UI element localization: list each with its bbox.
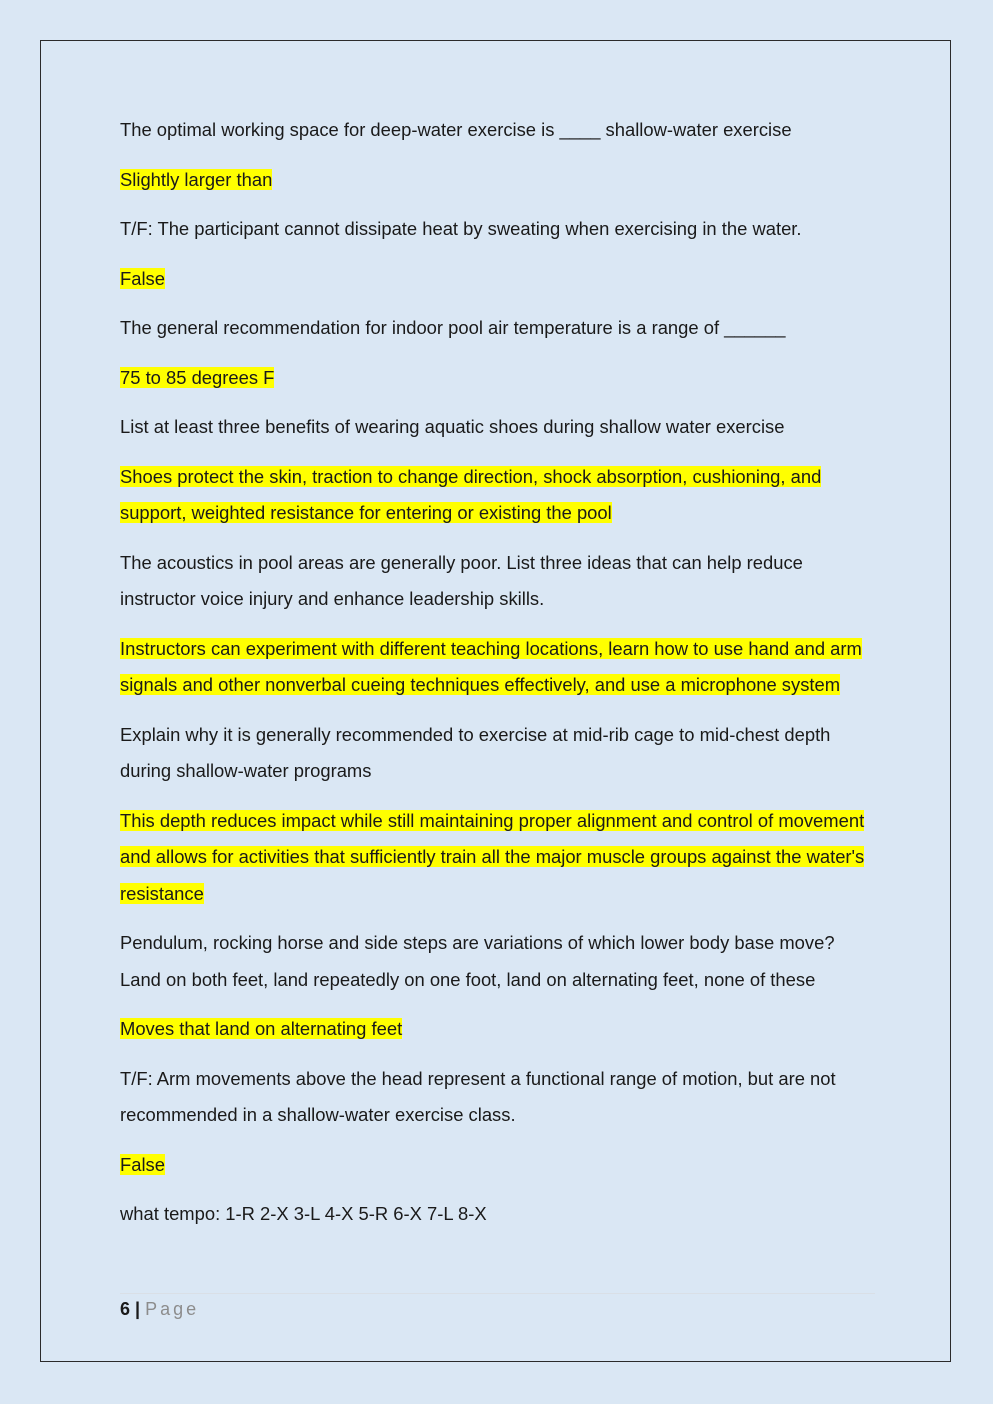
page-number: 6	[120, 1299, 131, 1319]
answer-highlight: Shoes protect the skin, traction to change direction, shock absorption, cushioning, and support, weighted resistance for entering or existing the pool	[120, 465, 822, 523]
answer-text	[120, 1011, 880, 1048]
question-text: Explain why it is generally recommended to exercise at mid-rib cage to mid-chest depth during shallow-water programs	[120, 723, 831, 781]
question-text: what tempo: 1-R 2-X 3-L 4-X 5-R 6-X 7-L 8-X	[120, 1203, 487, 1224]
question-text: The acoustics in pool areas are generally poor. List three ideas that can help reduce instructor voice injury and enhance leadership skills.	[120, 551, 803, 609]
answer-highlight: 75 to 85 degrees F	[120, 366, 275, 388]
answer-highlight: Slightly larger than	[120, 168, 273, 190]
answer-highlight: False	[120, 1153, 165, 1175]
question-text: The optimal working space for deep-water exercise is ____ shallow-water exercise	[120, 119, 792, 140]
question-text: T/F: The participant cannot dissipate heat by sweating when exercising in the water.	[120, 218, 802, 239]
question-text: T/F: Arm movements above the head represent a functional range of motion, but are not recommended in a shallow-water exercise class.	[120, 1067, 836, 1125]
answer-text	[120, 631, 880, 704]
answer-text	[120, 162, 880, 199]
question-text: The general recommendation for indoor pool air temperature is a range of ______	[120, 317, 786, 338]
answer-text	[120, 803, 880, 913]
question-text: Pendulum, rocking horse and side steps are variations of which lower body base move? Land on both feet, land repeatedly on one foot, land on alternating feet, none of these	[120, 932, 835, 990]
answer-text	[120, 1147, 880, 1184]
answer-text	[120, 360, 880, 397]
page-label: Page	[145, 1299, 200, 1319]
answer-highlight: Moves that land on alternating feet	[120, 1018, 403, 1039]
answer-highlight: Instructors can experiment with different teaching locations, learn how to use hand and arm signals and other nonverbal cueing techniques effectively, and use a microphone system	[120, 637, 862, 695]
answer-text	[120, 261, 880, 298]
answer-highlight: False	[120, 267, 165, 289]
question-text: List at least three benefits of wearing aquatic shoes during shallow water exercise	[120, 416, 785, 437]
page-footer	[120, 1293, 875, 1324]
answer-text	[120, 459, 880, 532]
document-body	[120, 112, 880, 1246]
footer-separator: |	[135, 1299, 141, 1319]
answer-highlight: This depth reduces impact while still maintaining proper alignment and control of movement and allows for activities that sufficiently train all the major muscle groups against the water's resistance	[120, 809, 865, 904]
